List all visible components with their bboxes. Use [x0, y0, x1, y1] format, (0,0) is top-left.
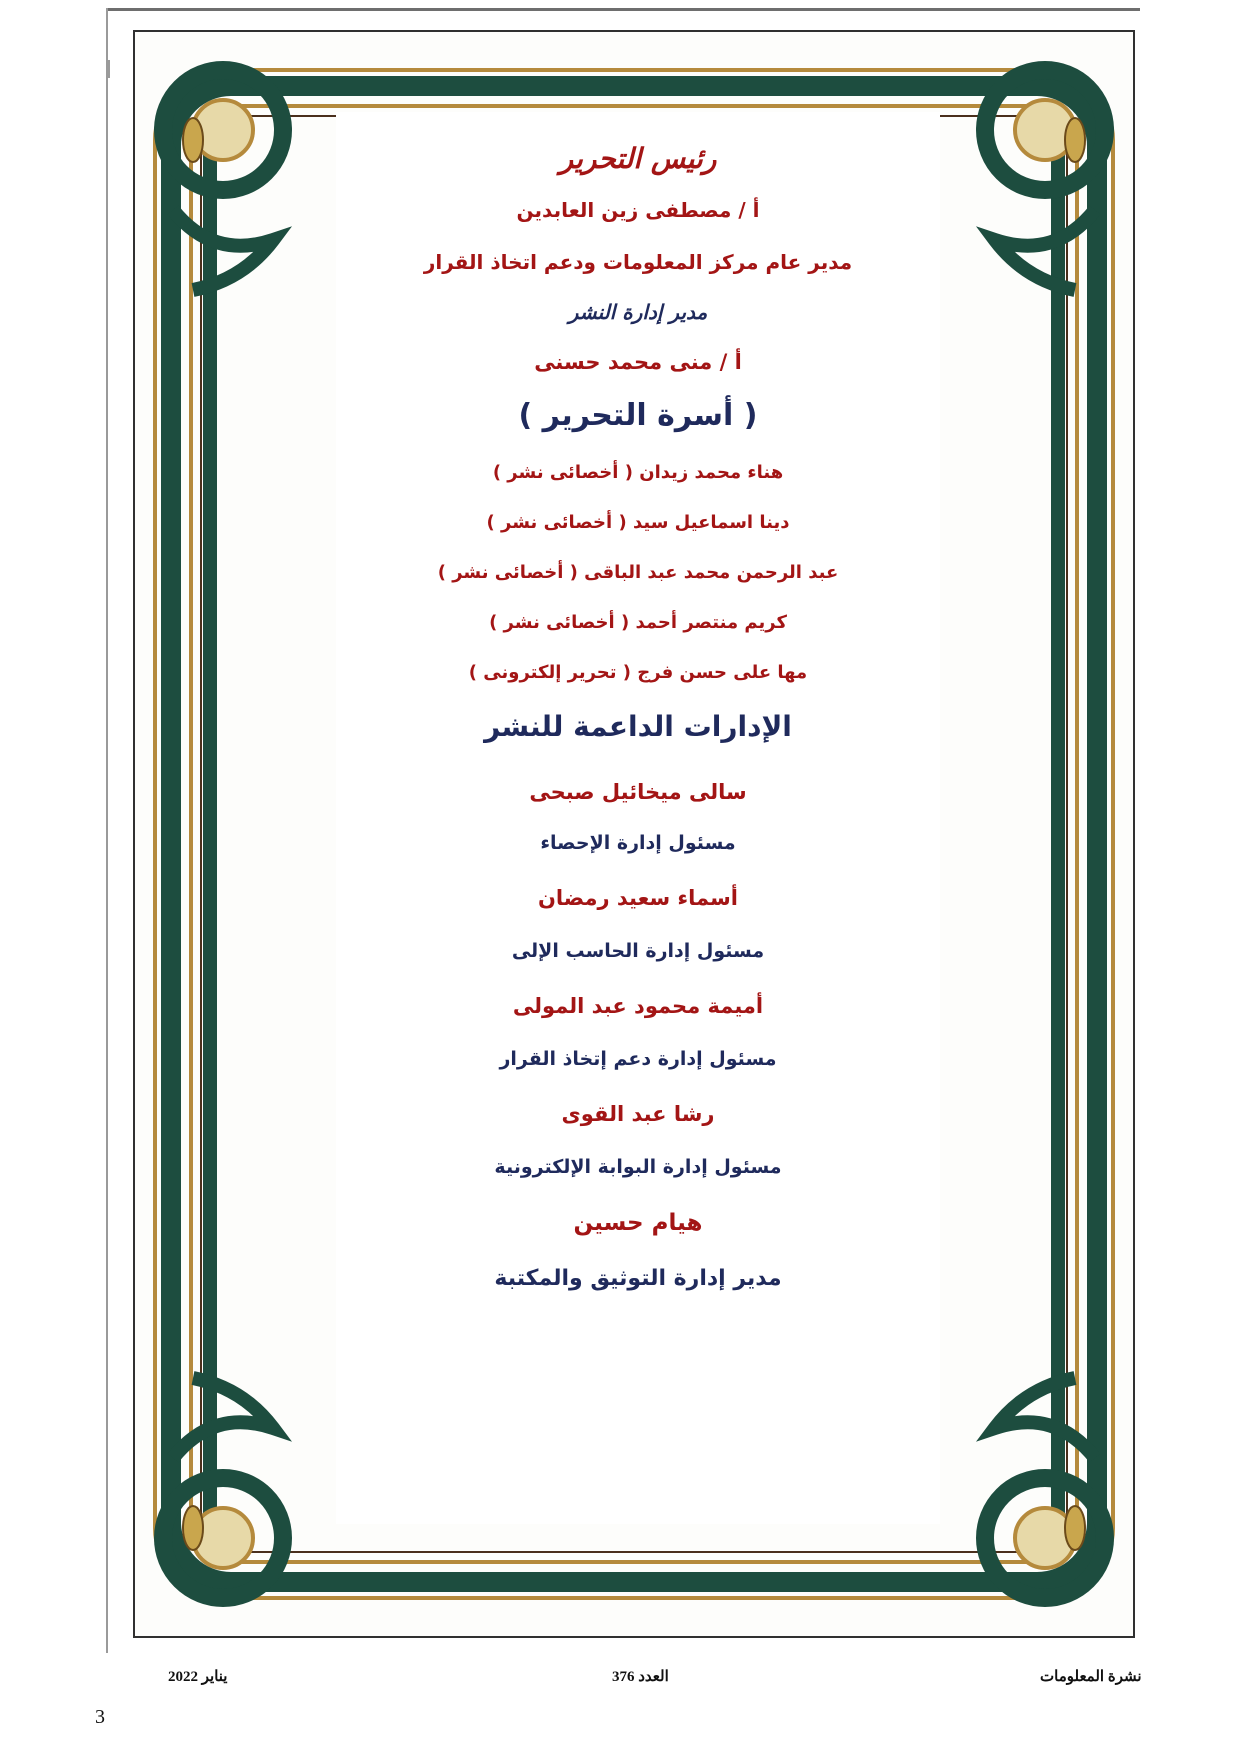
top-rule [106, 8, 1140, 11]
department-person-role: مسئول إدارة دعم إتخاذ القرار [499, 1048, 777, 1070]
footer-date: يناير 2022 [168, 1669, 228, 1685]
department-person-name: سالى ميخائيل صبحى [529, 780, 747, 804]
editor-in-chief-name: أ / مصطفى زين العابدين [516, 198, 760, 222]
editorial-member: دينا اسماعيل سيد ( أخصائى نشر ) [486, 512, 790, 533]
editor-in-chief-heading: رئيس التحرير [559, 142, 717, 175]
left-pillar [203, 150, 217, 1520]
editorial-family-heading: ( أسرة التحرير ) [518, 398, 758, 433]
department-person-role: مسئول إدارة البوابة الإلكترونية [494, 1156, 782, 1178]
footer-publication: نشرة المعلومات [1040, 1669, 1142, 1685]
department-person-name: هيام حسين [573, 1210, 703, 1236]
editorial-board [336, 112, 940, 1472]
editorial-member: عبد الرحمن محمد عبد الباقى ( أخصائى نشر ) [437, 562, 839, 583]
supporting-departments-heading: الإدارات الداعمة للنشر [484, 710, 792, 743]
publishing-manager-heading: مدير إدارة النشر [568, 300, 708, 324]
editorial-member: مها على حسن فرج ( تحرير إلكترونى ) [468, 662, 808, 683]
publishing-manager-name: أ / منى محمد حسنى [534, 350, 742, 374]
department-person-name: رشا عبد القوى [561, 1102, 715, 1126]
ruler-tick [108, 60, 110, 78]
editorial-member: كريم منتصر أحمد ( أخصائى نشر ) [489, 612, 787, 633]
department-person-name: أسماء سعيد رمضان [538, 886, 738, 910]
editor-in-chief-position: مدير عام مركز المعلومات ودعم اتخاذ القرار [423, 250, 853, 274]
department-person-role: مسئول إدارة الإحصاء [540, 832, 736, 854]
left-rule [106, 8, 108, 1653]
department-person-role: مدير إدارة التوثيق والمكتبة [494, 1266, 782, 1291]
editorial-member: هناء محمد زيدان ( أخصائى نشر ) [492, 462, 784, 483]
page-number: 3 [95, 1706, 105, 1728]
right-pillar [1051, 150, 1065, 1520]
department-person-role: مسئول إدارة الحاسب الإلى [511, 940, 765, 962]
footer-issue: العدد 376 [612, 1669, 669, 1685]
department-person-name: أميمة محمود عبد المولى [512, 994, 764, 1018]
